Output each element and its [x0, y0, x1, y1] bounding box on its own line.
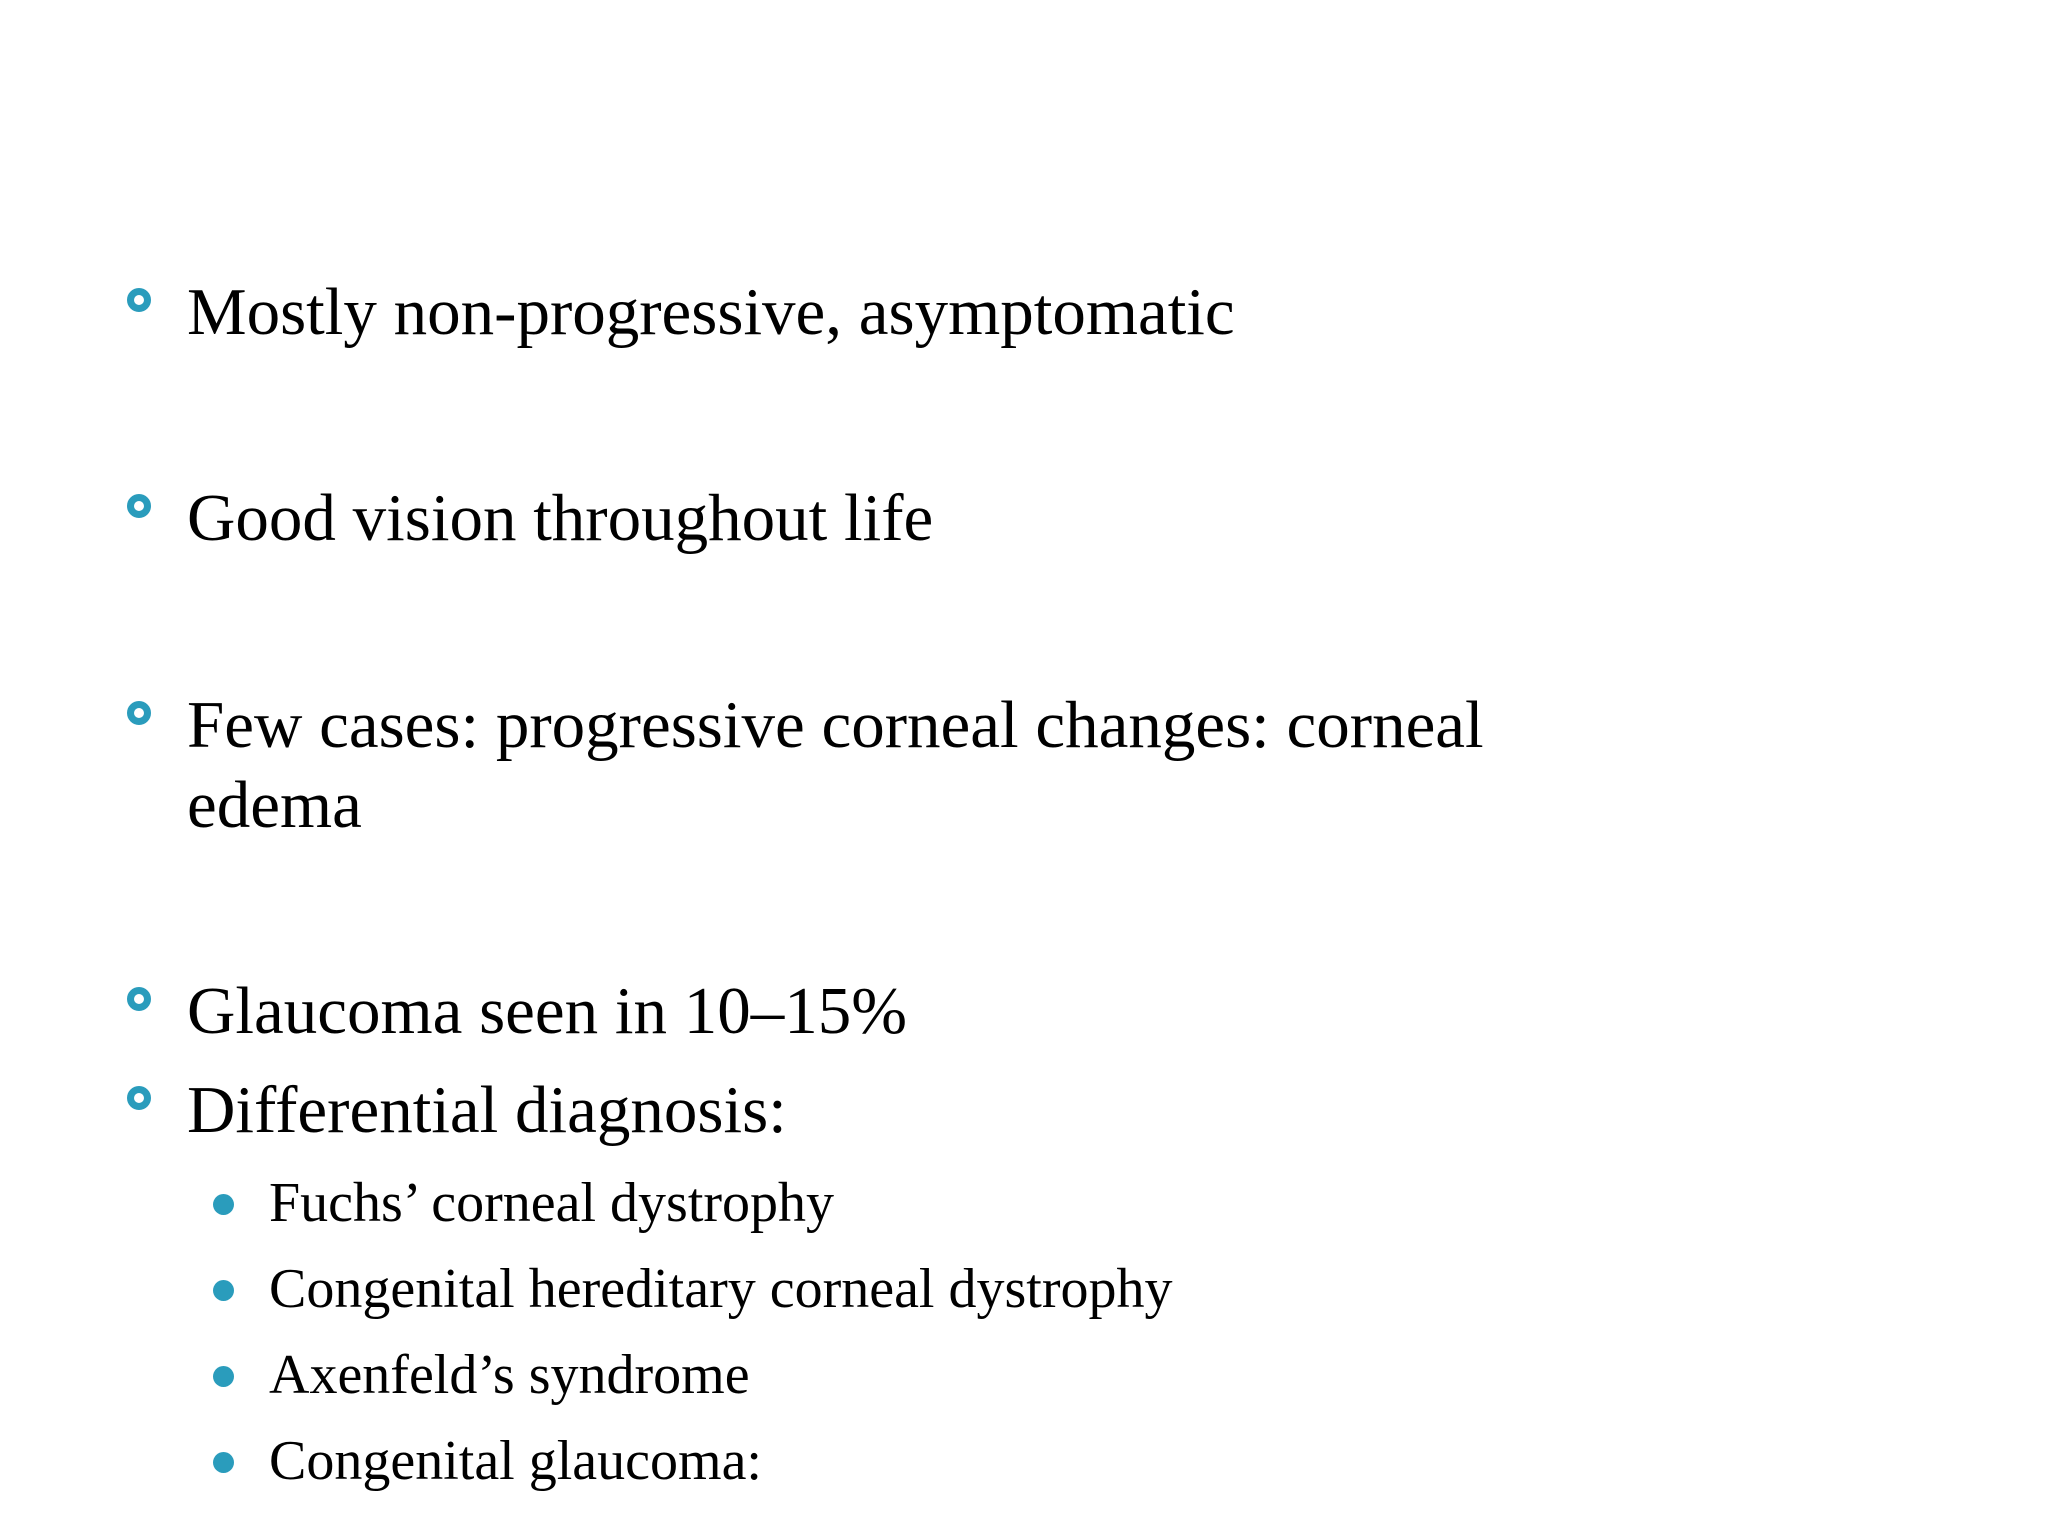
ring-bullet-icon: [127, 987, 151, 1011]
sub-bullet-text: Congenital hereditary corneal dystrophy: [269, 1258, 1173, 1320]
bullet-text: Differential diagnosis:: [187, 1073, 787, 1147]
sub-bullet-text: Fuchs’ corneal dystrophy: [269, 1172, 835, 1234]
ring-bullet-icon: [127, 701, 151, 725]
dot-bullet-icon: [213, 1194, 234, 1215]
dot-bullet-icon: [213, 1280, 234, 1301]
bullet-text: Glaucoma seen in 10–15%: [187, 974, 908, 1048]
bullet-text: Good vision throughout life: [187, 481, 934, 555]
bullet-text: Mostly non-progressive, asymptomatic: [187, 275, 1235, 349]
sub-bullet-text: Congenital glaucoma:: [269, 1430, 762, 1492]
ring-bullet-icon: [127, 1086, 151, 1110]
sub-bullet-text: Axenfeld’s syndrome: [269, 1344, 750, 1406]
dot-bullet-icon: [213, 1452, 234, 1473]
ring-bullet-icon: [127, 494, 151, 518]
bullet-text: Few cases: progressive corneal changes: corneal edema: [187, 688, 1484, 842]
dot-bullet-icon: [213, 1366, 234, 1387]
ring-bullet-icon: [127, 288, 151, 312]
